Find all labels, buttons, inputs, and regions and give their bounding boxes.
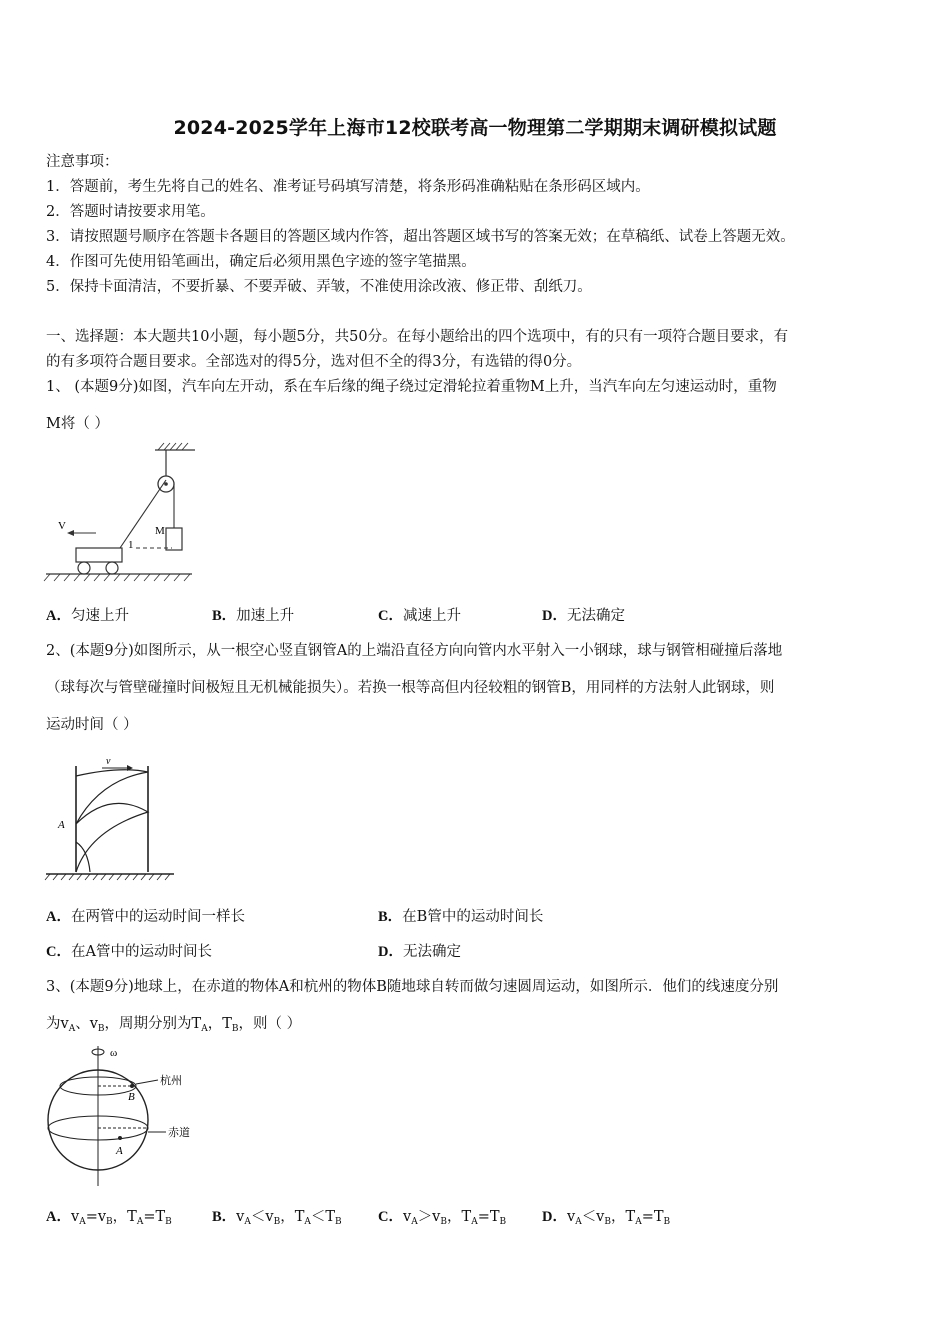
question-3-stem: 3、(本题9分)地球上，在赤道的物体A和杭州的物体B随地球自转而做匀速圆周运动，如图所示．他们的线速度分别	[46, 979, 779, 995]
option-formula: $v_A<v_B$，$T_A=T_B$	[566, 1209, 671, 1227]
notice-item: 3．请按照题号顺序在答题卡各题目的答题区域内作答，超出答题区域书写的答案无效；在草稿纸、试卷上答题无效。	[46, 229, 795, 245]
point-a-label: A	[116, 1145, 123, 1157]
option-c: C．减速上升	[378, 608, 461, 624]
option-d: D．无法确定	[378, 944, 461, 960]
velocity-label: V	[58, 520, 66, 532]
question-1-stem: 1、 (本题9分)如图，汽车向左开动，系在车后缘的绳子绕过定滑轮拉着重物M上升，当汽车向左匀速运动时，重物	[46, 379, 777, 395]
hangzhou-label: 杭州	[160, 1075, 182, 1087]
point-b-label: B	[128, 1091, 135, 1103]
question-3-stem: 为$v_A$、$v_B$，周期分别为$T_A$，$T_B$，则（ ）	[46, 1016, 302, 1034]
notice-item: 1．答题前，考生先将自己的姓名、准考证号码填写清楚，将条形码准确粘贴在条形码区域内。	[46, 179, 650, 195]
option-c: C．在A管中的运动时间长	[46, 944, 212, 960]
section-intro: 一、选择题：本大题共10小题，每小题5分，共50分。在每小题给出的四个选项中，有的只有一项符合题目要求，有	[46, 329, 789, 345]
option-b: B．在B管中的运动时间长	[378, 909, 544, 925]
notice-item: 4．作图可先使用铅笔画出，确定后必须用黑色字迹的签字笔描黑。	[46, 254, 476, 270]
question-2-stem: （球每次与管壁碰撞时间极短且无机械能损失）。若换一根等高但内径较粗的钢管B，用同样的方法射人此钢球，则	[46, 680, 775, 696]
notice-item: 2．答题时请按要求用笔。	[46, 204, 215, 220]
page-title: 2024-2025学年上海市12校联考高一物理第二学期期末调研模拟试题	[173, 117, 777, 139]
option-a: A．在两管中的运动时间一样长	[46, 909, 245, 925]
angle-label: 1	[128, 539, 134, 551]
option-formula: $v_A<v_B$，$T_A<T_B$	[236, 1209, 342, 1227]
option-d: D．$v_A<v_B$，$T_A=T_B$	[542, 1209, 671, 1227]
question-2-stem: 运动时间（ ）	[46, 717, 138, 733]
question-1-figure	[40, 440, 210, 590]
mass-label: M	[155, 525, 165, 537]
option-c: C．$v_A>v_B$，$T_A=T_B$	[378, 1209, 507, 1227]
option-formula: $v_A=v_B$，$T_A=T_B$	[70, 1209, 172, 1227]
notice-item: 5．保持卡面清洁，不要折暴、不要弄破、弄皱，不准使用涂改液、修正带、刮纸刀。	[46, 279, 592, 295]
question-3-figure	[40, 1040, 210, 1190]
option-a: A．$v_A=v_B$，$T_A=T_B$	[46, 1209, 172, 1227]
option-formula: $v_A>v_B$，$T_A=T_B$	[402, 1209, 507, 1227]
notice-heading: 注意事项：	[46, 154, 119, 170]
option-d: D．无法确定	[542, 608, 625, 624]
section-intro: 的有多项符合题目要求。全部选对的得5分，选对但不全的得3分，有选错的得0分。	[46, 354, 582, 370]
option-b: B．$v_A<v_B$，$T_A<T_B$	[212, 1209, 342, 1227]
question-1-stem: M将（ ）	[46, 416, 109, 432]
velocity-label: v	[106, 756, 111, 767]
tube-label: A	[58, 819, 65, 831]
omega-label: ω	[110, 1047, 118, 1059]
option-a: A．匀速上升	[46, 608, 129, 624]
option-b: B．加速上升	[212, 608, 295, 624]
question-2-stem: 2、(本题9分)如图所示，从一根空心竖直钢管A的上端沿直径方向向管内水平射入一小钢球，球与钢管相碰撞后落地	[46, 643, 783, 659]
equator-label: 赤道	[168, 1127, 190, 1139]
question-2-figure	[40, 750, 180, 885]
